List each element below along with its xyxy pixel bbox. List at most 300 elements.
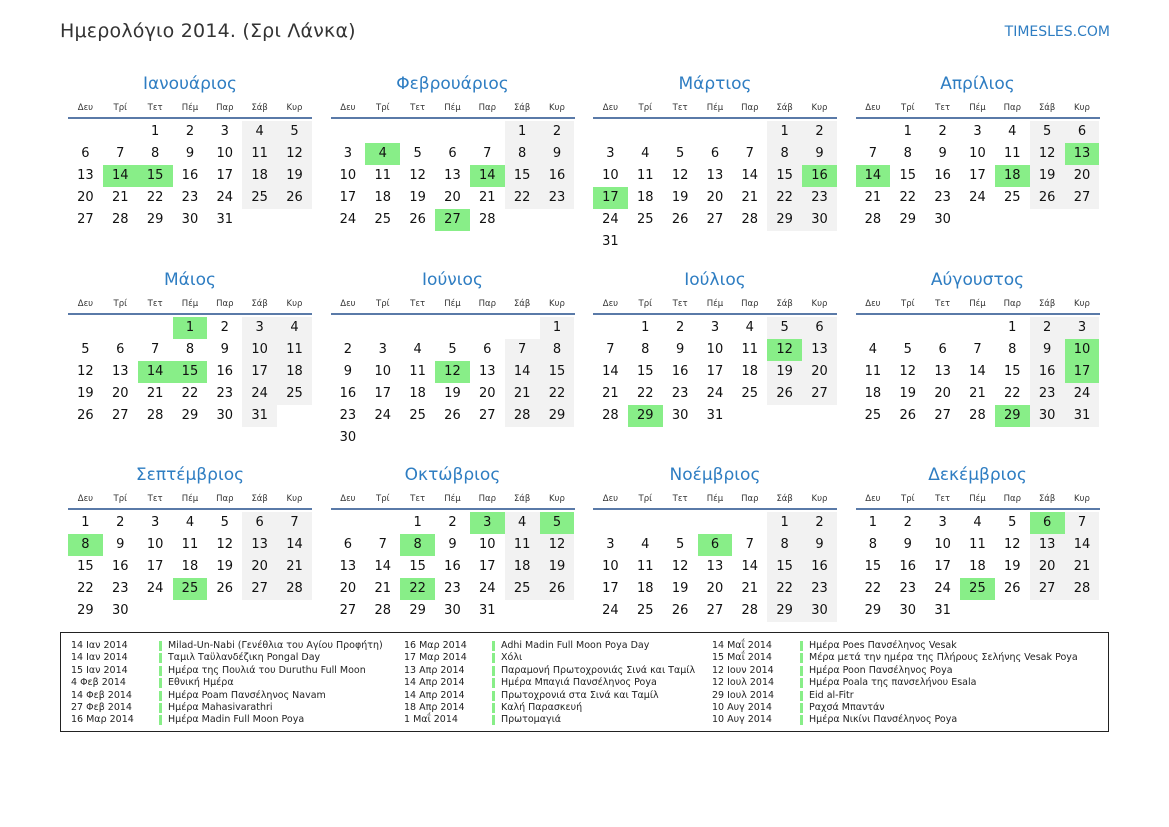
day-cell: 28 <box>277 578 312 600</box>
empty-day-cell <box>925 317 960 339</box>
weekday-label: Δευ <box>602 298 619 309</box>
weekday-label: Δευ <box>865 494 881 504</box>
weekday-label: Τετ <box>935 103 951 113</box>
day-cell: 16 <box>181 168 199 183</box>
week-row <box>331 339 575 361</box>
week-row <box>856 578 1100 600</box>
day-cell: 22 <box>77 581 94 596</box>
day-cell: 5 <box>220 515 229 530</box>
day-cell: 11 <box>969 537 986 552</box>
week-row <box>593 600 837 622</box>
legend-holiday-name: Ημέρα Mahasivarathri <box>168 701 273 713</box>
weekday-label: Δευ <box>865 298 881 309</box>
day-cell: 23 <box>1030 383 1065 405</box>
weekday-header <box>593 297 837 315</box>
legend-date: 14 Απρ 2014 <box>404 689 465 701</box>
day-cell: 10 <box>242 339 277 361</box>
day-cell: 5 <box>903 341 912 357</box>
day-cell: 16 <box>339 385 357 401</box>
holiday-day-cell: 14 <box>103 165 138 187</box>
legend-item <box>712 665 1078 677</box>
weekday-label: Τρί <box>638 494 652 504</box>
weekday-label: Πέμ <box>706 298 724 309</box>
week-row <box>331 143 575 165</box>
day-cell: 18 <box>277 361 312 383</box>
day-cell: 2 <box>903 515 912 530</box>
day-cell: 16 <box>934 168 951 183</box>
weekday-label: Κυρ <box>549 103 565 113</box>
day-cell: 31 <box>216 212 234 227</box>
day-cell: 8 <box>868 537 878 552</box>
legend-holiday-name: Πρωτομαγιά <box>501 714 562 726</box>
legend-marker <box>800 641 803 651</box>
day-cell: 8 <box>641 341 650 357</box>
day-cell: 9 <box>220 341 229 357</box>
day-cell: 17 <box>216 168 234 183</box>
weekday-label: Δευ <box>77 298 94 309</box>
week-row <box>331 361 575 383</box>
month-calendar <box>68 73 312 231</box>
day-cell: 11 <box>505 534 540 556</box>
weekday-label: Πέμ <box>969 494 986 504</box>
legend-marker <box>800 703 803 713</box>
holiday-day-cell: 29 <box>628 405 663 427</box>
day-cell: 28 <box>741 603 759 618</box>
day-cell: 18 <box>374 190 392 205</box>
weekday-label: Σάβ <box>1038 298 1056 309</box>
day-cell: 26 <box>216 581 234 596</box>
weekday-label: Σάβ <box>251 298 268 309</box>
day-cell: 7 <box>483 146 492 161</box>
week-row <box>68 209 312 231</box>
legend-holiday-name: Ημέρα Νικίνι Πανσέληνος Poya <box>809 714 958 726</box>
day-cell: 15 <box>409 559 426 574</box>
day-cell: 26 <box>409 212 426 227</box>
month-title: Μάρτιος <box>678 74 752 94</box>
legend-item <box>404 652 695 664</box>
day-cell: 21 <box>374 581 392 596</box>
day-cell: 1 <box>81 515 90 530</box>
day-cell: 7 <box>1065 512 1100 534</box>
weekday-label: Τετ <box>410 298 426 309</box>
weekday-label: Δευ <box>602 494 619 504</box>
day-cell: 13 <box>706 559 724 574</box>
day-cell: 30 <box>181 212 199 227</box>
day-cell: 21 <box>111 190 129 205</box>
day-cell: 17 <box>479 559 496 574</box>
day-cell: 19 <box>1030 165 1065 187</box>
empty-day-cell <box>68 317 103 339</box>
legend-marker <box>159 715 162 725</box>
week-row <box>68 339 312 361</box>
day-cell: 10 <box>479 537 496 552</box>
day-cell: 9 <box>1030 339 1065 361</box>
holiday-day-cell: 22 <box>400 578 435 600</box>
legend-holiday-name: Eid al-Fitr <box>809 689 854 701</box>
legend-holiday-name: Παραμονή Πρωτοχρονιάς Σινά και Ταμίλ <box>501 664 696 676</box>
legend-date: 1 Μαΐ 2014 <box>404 714 458 726</box>
day-cell: 11 <box>741 341 759 357</box>
day-cell: 2 <box>343 341 353 357</box>
week-row <box>68 600 312 622</box>
legend-marker <box>492 691 495 701</box>
week-row <box>856 383 1100 405</box>
day-cell: 16 <box>671 363 689 379</box>
day-cell: 29 <box>767 600 802 622</box>
day-cell: 28 <box>741 212 759 227</box>
week-row <box>331 512 575 534</box>
day-cell: 25 <box>505 578 540 600</box>
day-cell: 4 <box>973 515 982 530</box>
legend-marker <box>492 666 495 676</box>
day-cell: 6 <box>802 317 837 339</box>
legend-item <box>404 702 695 714</box>
empty-day-cell <box>628 121 663 143</box>
legend-holiday-name: Ημέρα Μπαγιά Πανσέληνος Poya <box>501 677 657 689</box>
weekday-label: Παρ <box>216 494 234 504</box>
week-row <box>593 405 837 427</box>
day-cell: 26 <box>767 383 802 405</box>
day-cell: 5 <box>448 341 457 357</box>
day-cell: 27 <box>802 383 837 405</box>
weekday-label: Σάβ <box>776 103 793 113</box>
day-cell: 17 <box>969 168 986 183</box>
day-cell: 16 <box>540 165 575 187</box>
legend-holiday-name: Ημέρα Poon Πανσέληνος Poya <box>809 664 953 676</box>
day-cell: 6 <box>242 512 277 534</box>
weekday-label: Παρ <box>1003 494 1021 504</box>
day-cell: 10 <box>706 341 724 357</box>
weekday-label: Σάβ <box>251 103 268 113</box>
weekday-label: Τρί <box>638 103 652 113</box>
weekday-header <box>593 101 837 119</box>
day-cell: 20 <box>242 556 277 578</box>
weekday-label: Πέμ <box>444 298 461 309</box>
month-calendar <box>593 269 837 427</box>
day-cell: 15 <box>767 556 802 578</box>
day-cell: 25 <box>636 212 654 227</box>
legend-item <box>71 714 383 726</box>
week-row <box>856 165 1100 187</box>
day-cell: 23 <box>899 581 917 596</box>
day-cell: 27 <box>242 578 277 600</box>
day-cell: 30 <box>802 209 837 231</box>
day-cell: 22 <box>899 190 917 205</box>
legend-marker <box>800 666 803 676</box>
week-row <box>856 556 1100 578</box>
day-cell: 13 <box>1030 534 1065 556</box>
empty-day-cell <box>400 317 435 339</box>
day-cell: 4 <box>413 341 422 357</box>
holiday-day-cell: 17 <box>1065 361 1100 383</box>
day-cell: 15 <box>899 168 917 183</box>
day-cell: 25 <box>374 212 392 227</box>
empty-day-cell <box>732 512 767 534</box>
day-cell: 18 <box>741 363 759 379</box>
day-cell: 8 <box>505 143 540 165</box>
week-row <box>68 121 312 143</box>
holiday-day-cell: 8 <box>400 534 435 556</box>
weekday-label: Τρί <box>638 298 652 309</box>
empty-day-cell <box>365 512 400 534</box>
holiday-day-cell: 16 <box>802 165 837 187</box>
week-row <box>856 209 1100 231</box>
week-row <box>856 121 1100 143</box>
legend-marker <box>800 715 803 725</box>
day-cell: 2 <box>116 515 125 530</box>
day-cell: 12 <box>671 559 689 574</box>
day-cell: 5 <box>1030 121 1065 143</box>
month-title: Απρίλιος <box>940 74 1015 94</box>
day-cell: 3 <box>938 515 947 530</box>
page-title: Ημερολόγιο 2014. (Σρι Λάνκα) <box>60 20 356 42</box>
day-cell: 29 <box>864 603 882 618</box>
legend-date: 18 Απρ 2014 <box>404 701 465 713</box>
legend-holiday-name: Χόλι <box>501 652 523 664</box>
month-title: Ιούλιος <box>684 269 746 290</box>
week-row <box>593 121 837 143</box>
weekday-label: Σάβ <box>1038 103 1056 113</box>
day-cell: 2 <box>675 319 685 335</box>
day-cell: 10 <box>934 537 951 552</box>
day-cell: 15 <box>864 559 882 574</box>
day-cell: 28 <box>374 603 392 618</box>
day-cell: 5 <box>81 341 90 357</box>
day-cell: 23 <box>802 187 837 209</box>
day-cell: 12 <box>216 537 234 552</box>
day-cell: 15 <box>767 165 802 187</box>
weekday-label: Πέμ <box>969 103 986 113</box>
weekday-header <box>68 492 312 510</box>
day-cell: 9 <box>185 146 195 161</box>
day-cell: 5 <box>767 317 802 339</box>
weekday-label: Δευ <box>340 298 356 309</box>
legend-marker <box>159 641 162 651</box>
legend-item <box>404 677 695 689</box>
holiday-day-cell: 8 <box>68 534 103 556</box>
holiday-day-cell: 6 <box>1030 512 1065 534</box>
weekday-label: Παρ <box>478 103 496 113</box>
weekday-label: Τρί <box>901 494 915 504</box>
month-calendar <box>68 464 312 622</box>
day-cell: 12 <box>77 363 94 379</box>
day-cell: 23 <box>802 578 837 600</box>
legend-holiday-name: Ημέρα Poala της πανσελήνου Esala <box>809 677 977 689</box>
day-cell: 7 <box>745 146 754 161</box>
day-cell: 21 <box>1065 556 1100 578</box>
legend-date: 14 Μαΐ 2014 <box>712 640 772 651</box>
day-cell: 4 <box>641 146 650 161</box>
day-cell: 17 <box>242 361 277 383</box>
day-cell: 2 <box>220 319 229 335</box>
legend-holiday-name: Ημέρα Poes Πανσέληνος Vesak <box>809 640 957 651</box>
day-cell: 23 <box>216 385 234 401</box>
empty-day-cell <box>103 121 138 143</box>
day-cell: 14 <box>277 534 312 556</box>
week-row <box>856 317 1100 339</box>
day-cell: 3 <box>220 124 229 139</box>
week-row <box>68 578 312 600</box>
week-row <box>593 165 837 187</box>
day-cell: 9 <box>802 534 837 556</box>
day-cell: 30 <box>671 407 689 423</box>
day-cell: 13 <box>77 168 94 183</box>
day-cell: 27 <box>479 407 496 423</box>
legend-holiday-name: Μέρα μετά την ημέρα της Πλήρους Σελήνης Vesak Poya <box>809 652 1078 664</box>
day-cell: 14 <box>741 559 759 574</box>
day-cell: 5 <box>277 121 312 143</box>
holiday-day-cell: 25 <box>173 578 208 600</box>
weekday-label: Τετ <box>935 494 951 504</box>
day-cell: 28 <box>864 212 882 227</box>
day-cell: 21 <box>602 385 619 401</box>
day-cell: 11 <box>277 339 312 361</box>
empty-day-cell <box>890 317 925 339</box>
holiday-day-cell: 25 <box>960 578 995 600</box>
weekday-label: Δευ <box>865 103 881 113</box>
day-cell: 26 <box>899 407 917 423</box>
month-calendar <box>593 73 837 253</box>
day-cell: 26 <box>1030 187 1065 209</box>
day-cell: 9 <box>343 363 353 379</box>
legend-date: 15 Μαΐ 2014 <box>712 652 772 664</box>
legend-date: 27 Φεβ 2014 <box>71 701 132 713</box>
day-cell: 19 <box>540 556 575 578</box>
day-cell: 22 <box>864 581 882 596</box>
legend-item <box>71 702 383 714</box>
day-cell: 20 <box>706 581 724 596</box>
day-cell: 14 <box>374 559 392 574</box>
weekday-label: Παρ <box>1003 103 1021 113</box>
day-cell: 26 <box>277 187 312 209</box>
day-cell: 13 <box>111 363 129 379</box>
day-cell: 8 <box>767 534 802 556</box>
weekday-label: Τρί <box>113 494 127 504</box>
legend-date: 10 Αυγ 2014 <box>712 701 772 713</box>
day-cell: 23 <box>934 190 951 205</box>
day-cell: 29 <box>77 603 94 618</box>
legend-column <box>712 640 1078 727</box>
week-row <box>856 534 1100 556</box>
weekday-label: Τετ <box>672 298 688 309</box>
day-cell: 4 <box>185 515 195 530</box>
legend-date: 14 Ιαν 2014 <box>71 652 128 664</box>
week-row <box>331 165 575 187</box>
day-cell: 21 <box>864 190 882 205</box>
site-link[interactable]: TIMESLES.COM <box>1004 24 1110 40</box>
day-cell: 31 <box>1065 405 1100 427</box>
day-cell: 19 <box>767 361 802 383</box>
month-calendar <box>856 73 1100 231</box>
day-cell: 24 <box>706 385 724 401</box>
weekday-label: Τετ <box>935 298 951 309</box>
empty-day-cell <box>103 317 138 339</box>
day-cell: 29 <box>899 212 917 227</box>
weekday-header <box>68 101 312 119</box>
day-cell: 17 <box>146 559 164 574</box>
day-cell: 12 <box>899 363 917 379</box>
day-cell: 10 <box>602 168 619 183</box>
day-cell: 3 <box>606 537 615 552</box>
holiday-day-cell: 14 <box>470 165 505 187</box>
day-cell: 19 <box>77 385 94 401</box>
holiday-day-cell: 14 <box>138 361 173 383</box>
empty-day-cell <box>663 121 698 143</box>
day-cell: 7 <box>378 537 387 552</box>
day-cell: 8 <box>1008 341 1017 357</box>
weekday-header <box>331 297 575 315</box>
weekday-label: Τετ <box>147 298 163 309</box>
legend-date: 29 Ιουλ 2014 <box>712 689 775 701</box>
month-calendar <box>856 464 1100 622</box>
legend-holiday-name: Πρωτοχρονιά στα Σινά και Ταμίλ <box>501 689 659 701</box>
day-cell: 20 <box>479 385 496 401</box>
day-cell: 15 <box>1004 363 1021 379</box>
day-cell: 21 <box>277 556 312 578</box>
month-title: Αύγουστος <box>930 269 1025 290</box>
weekday-label: Κυρ <box>549 494 565 504</box>
legend-item <box>404 640 695 652</box>
weekday-label: Κυρ <box>286 103 303 113</box>
holiday-day-cell: 3 <box>470 512 505 534</box>
legend-holiday-name: Καλή Παρασκευή <box>501 701 583 713</box>
day-cell: 19 <box>409 190 426 205</box>
empty-day-cell <box>628 512 663 534</box>
weekday-label: Παρ <box>478 298 496 309</box>
day-cell: 25 <box>409 407 426 423</box>
day-cell: 9 <box>802 143 837 165</box>
legend-date: 12 Ιουλ 2014 <box>712 677 775 689</box>
day-cell: 10 <box>969 146 986 161</box>
day-cell: 6 <box>448 146 457 161</box>
legend-marker <box>492 641 495 651</box>
day-cell: 3 <box>606 146 615 161</box>
day-cell: 13 <box>706 168 724 183</box>
weekday-label: Πέμ <box>181 298 199 309</box>
day-cell: 8 <box>150 146 160 161</box>
day-cell: 2 <box>448 515 457 530</box>
day-cell: 24 <box>479 581 496 596</box>
week-row <box>331 427 575 449</box>
day-cell: 19 <box>1004 559 1021 574</box>
day-cell: 17 <box>339 190 357 205</box>
weekday-label: Τετ <box>147 494 163 504</box>
week-row <box>68 556 312 578</box>
week-row <box>593 556 837 578</box>
week-row <box>68 143 312 165</box>
legend-marker <box>800 691 803 701</box>
day-cell: 23 <box>339 407 357 423</box>
day-cell: 3 <box>150 515 160 530</box>
day-cell: 18 <box>636 581 654 596</box>
week-row <box>593 317 837 339</box>
day-cell: 28 <box>969 407 986 423</box>
empty-day-cell <box>856 121 891 143</box>
week-row <box>593 339 837 361</box>
day-cell: 11 <box>181 537 199 552</box>
weekday-label: Κυρ <box>1074 494 1090 504</box>
legend-item <box>712 714 1078 726</box>
legend-date: 4 Φεβ 2014 <box>71 677 126 689</box>
month-calendar <box>856 269 1100 427</box>
legend-marker <box>492 703 495 713</box>
legend-marker <box>159 678 162 688</box>
holiday-day-cell: 5 <box>540 512 575 534</box>
week-row <box>331 534 575 556</box>
weekday-label: Τρί <box>901 103 915 113</box>
legend-item <box>404 690 695 702</box>
day-cell: 1 <box>505 121 540 143</box>
